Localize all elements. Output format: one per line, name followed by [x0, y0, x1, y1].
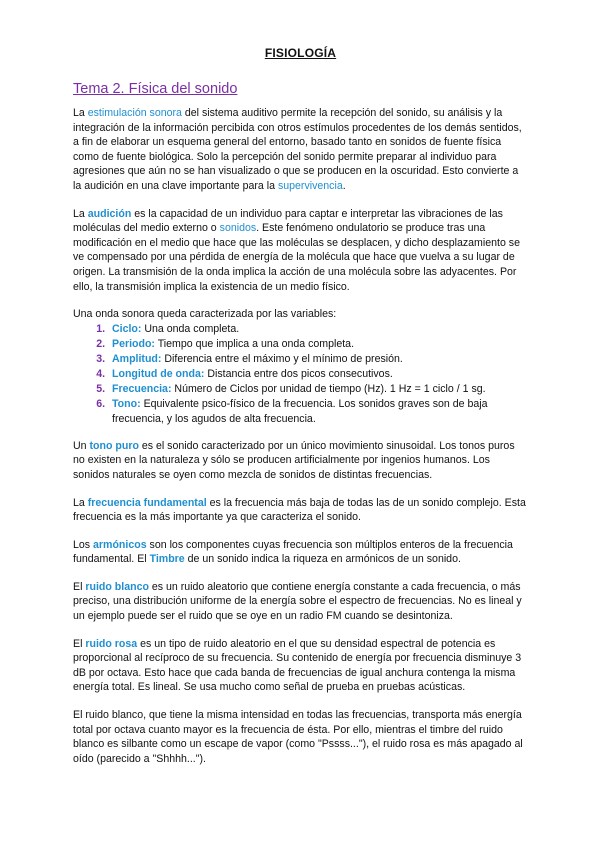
- term-estimulacion-sonora: estimulación sonora: [87, 107, 182, 119]
- text-run: Una onda completa.: [141, 322, 240, 335]
- paragraph-estimulacion: [73, 106, 528, 194]
- term-longitud-de-onda: Longitud de onda:: [112, 367, 205, 380]
- list-item: [108, 367, 528, 382]
- paragraph-ruido-blanco: [73, 580, 528, 624]
- paragraph-ruido-rosa: [73, 637, 528, 695]
- term-audicion: audición: [87, 207, 132, 220]
- term-sonidos: sonidos: [219, 222, 257, 235]
- term-amplitud: Amplitud:: [112, 352, 162, 365]
- text-run: La: [73, 496, 88, 509]
- term-ruido-blanco: ruido blanco: [85, 580, 149, 593]
- term-tono-puro: tono puro: [89, 439, 139, 452]
- text-run: . Este fenómeno ondulatorio se produce tras una modificación en el medio que hace que las moléculas se desplacen, y dicho desplazamiento se ve compensado por una pérdida de energía de la molécula que hace que vuelva a su lugar de origen. La transmisión de la onda implica la acción de una molécula sobre las adyacentes. Por ello, la transmisión implica la existencia de un medio físico.: [73, 222, 520, 293]
- document-title: FISIOLOGÍA: [264, 46, 337, 60]
- list-item: [108, 352, 528, 367]
- text-run: Distancia entre dos picos consecutivos.: [204, 367, 393, 380]
- list-item: [108, 397, 528, 427]
- text-run: Los: [73, 538, 94, 551]
- text-run: del sistema auditivo permite la recepción del sonido, su análisis y la integración de la información percibida con otros estímulos procedentes de los demás sentidos, a fin de elaborar un esquema general del entorno, basado tanto en sonidos de fuente física como de fuente biológica. Solo la percepción del sonido permite preparar al individuo para agresiones que aún no se han visualizado o que se producen en la oscuridad. Esto convierte a la audición en una clave importante para la: [73, 107, 522, 192]
- paragraph-frecuencia-fundamental: [73, 496, 528, 525]
- paragraph-tono-puro: [73, 439, 528, 483]
- text-run: de un sonido indica la riqueza en armónicos de un sonido.: [184, 553, 461, 566]
- text-run: Equivalente psico-físico de la frecuencia. Los sonidos graves son de baja frecuencia, y los agudos de alta frecuencia.: [112, 397, 488, 425]
- text-run: es el sonido caracterizado por un único movimiento sinusoidal. Los tonos puros no existen en la naturaleza y sólo se producen artificialmente por ingenios humanos. Los sonidos naturales se oyen como mezcla de sonidos de distintas frecuencias.: [73, 439, 515, 481]
- term-frecuencia: Frecuencia:: [112, 382, 172, 395]
- term-frecuencia-fundamental: frecuencia fundamental: [87, 496, 207, 509]
- term-supervivencia: supervivencia: [277, 179, 343, 192]
- variables-list: [73, 322, 528, 427]
- text-run: Número de Ciclos por unidad de tiempo (Hz). 1 Hz = 1 ciclo / 1 sg.: [171, 382, 486, 395]
- term-timbre: Timbre: [149, 553, 185, 566]
- text-run: son los componentes cuyas frecuencia son múltiplos enteros de la frecuencia fundamental. El: [73, 538, 513, 566]
- text-run: es un tipo de ruido aleatorio en el que su densidad espectral de potencia es proporcional al recíproco de su frecuencia. Su contenido de energía por frecuencia disminuye 3 dB por octava. Esto hace que cada banda de frecuencias de igual anchura contenga la misma energía total. Es lineal. Se usa mucho como señal de prueba en pruebas acústicas.: [73, 637, 522, 694]
- text-run: La: [73, 107, 88, 119]
- section-title: Tema 2. Física del sonido: [73, 81, 238, 97]
- text-run: Tiempo que implica a una onda completa.: [154, 337, 355, 350]
- list-item: [108, 337, 528, 352]
- term-ruido-rosa: ruido rosa: [85, 637, 138, 650]
- list-item: [108, 322, 528, 337]
- text-run: Un: [73, 439, 90, 452]
- text-run: es la capacidad de un individuo para captar e interpretar las vibraciones de las moléculas del medio externo o: [73, 207, 503, 235]
- term-armonicos: armónicos: [93, 538, 147, 551]
- paragraph-comparacion: El ruido blanco, que tiene la misma intensidad en todas las frecuencias, transporta más energía total por octava cuanto mayor es la frecuencia de ésta. Por ello, mientras el timbre del ruido blanco es silbante como un escape de vapor (como "Pssss..."), el ruido rosa es más apagado al oído (parecido a "Shhhh...").: [73, 709, 523, 765]
- text-run: El: [73, 580, 86, 593]
- text-run: Diferencia entre el máximo y el mínimo de presión.: [161, 352, 403, 365]
- term-periodo: Periodo:: [112, 337, 155, 350]
- variables-intro: Una onda sonora queda caracterizada por las variables:: [73, 308, 337, 321]
- term-ciclo: Ciclo:: [112, 322, 142, 335]
- list-item: [108, 382, 528, 397]
- paragraph-audicion: [73, 207, 528, 295]
- term-tono: Tono:: [112, 397, 141, 410]
- text-run: es un ruido aleatorio que contiene energía constante a cada frecuencia, o más preciso, una distribución uniforme de la energía sobre el espectro de frecuencias. No es lineal y un ejemplo puede ser el ruido que se oye en un radio FM cuando se desintoniza.: [73, 580, 522, 623]
- text-run: El: [73, 637, 86, 650]
- text-run: .: [342, 179, 346, 192]
- paragraph-armonicos: [73, 538, 528, 567]
- text-run: La: [73, 207, 88, 220]
- text-run: es la frecuencia más baja de todas las de un sonido complejo. Esta frecuencia es la más importante ya que caracteriza el sonido.: [73, 496, 526, 524]
